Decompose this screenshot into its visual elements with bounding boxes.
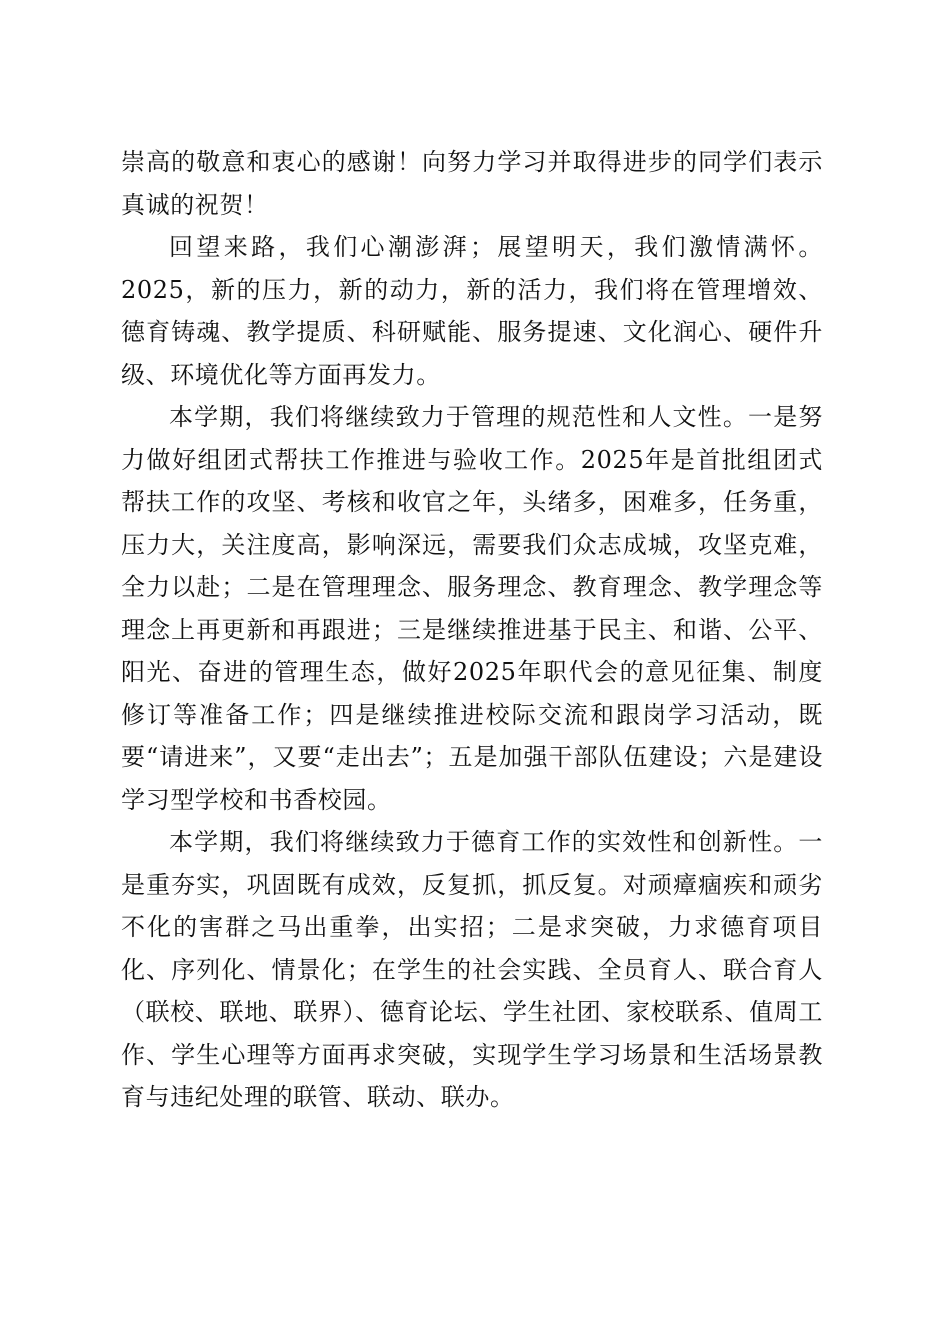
paragraph-continued: 崇高的敬意和衷心的感谢！向努力学习并取得进步的同学们表示真诚的祝贺！ <box>121 148 823 219</box>
paragraph-moral-education: 本学期，我们将继续致力于德育工作的实效性和创新性。一是重夯实，巩固既有成效，反复抓，抓反复。对顽瘴痼疾和顽劣不化的害群之马出重拳，出实招；二是求突破，力求德育项目化、序列化、情景化；在学生的社会实践、全员育人、联合育人（联校、联地、联界）、德育论坛、学生社团、家校联系、值周工作、学生心理等方面再求突破，实现学生学习场景和生活场景教育与违纪处理的联管、联动、联办。 <box>121 828 823 1111</box>
document-body <box>121 141 823 1119</box>
paragraph-management: 本学期，我们将继续致力于管理的规范性和人文性。一是努力做好组团式帮扶工作推进与验收工作。2025年是首批组团式帮扶工作的攻坚、考核和收官之年，头绪多，困难多，任务重，压力大，关注度高，影响深远，需要我们众志成城，攻坚克难，全力以赴；二是在管理理念、服务理念、教育理念、教学理念等理念上再更新和再跟进；三是继续推进基于民主、和谐、公平、阳光、奋进的管理生态，做好2025年职代会的意见征集、制度修订等准备工作；四是继续推进校际交流和跟岗学习活动，既要“请进来”，又要“走出去”；五是加强干部队伍建设；六是建设学习型学校和书香校园。 <box>121 403 823 814</box>
paragraph-outlook: 回望来路，我们心潮澎湃；展望明天，我们激情满怀。2025，新的压力，新的动力，新的活力，我们将在管理增效、德育铸魂、教学提质、科研赋能、服务提速、文化润心、硬件升级、环境优化等方面再发力。 <box>121 233 823 389</box>
